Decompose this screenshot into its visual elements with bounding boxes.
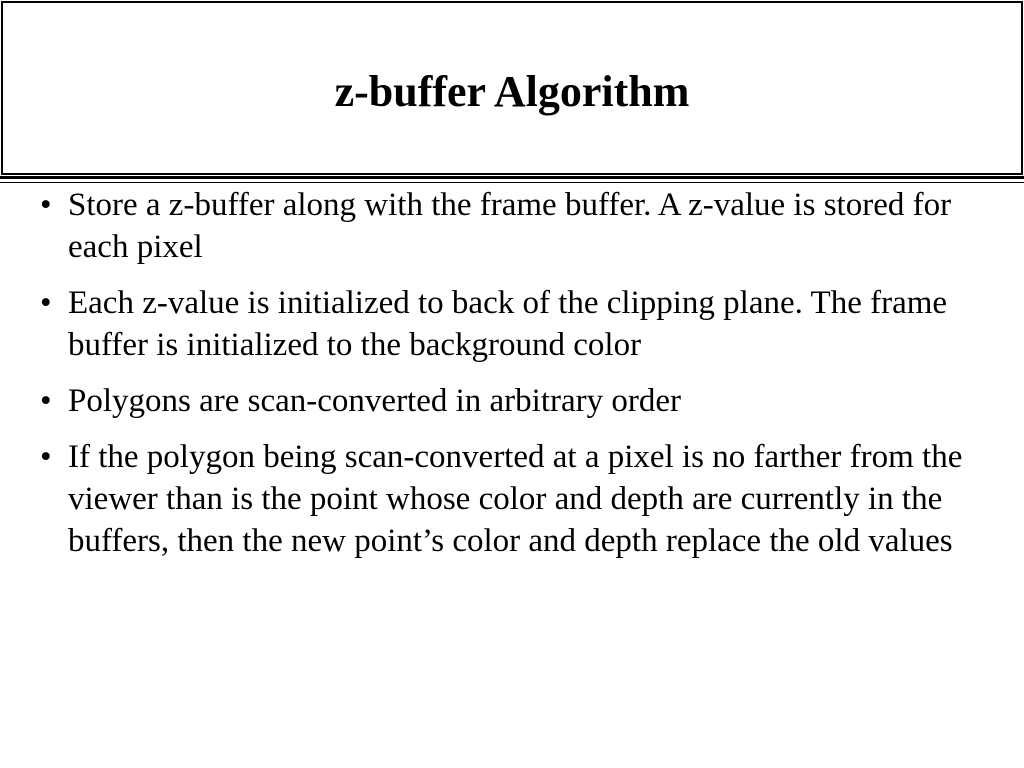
bullet-item [40, 282, 1010, 366]
bullet-marker: • [40, 383, 52, 419]
bullet-text: Store a z-buffer along with the frame buffer. A z-value is stored for each pixel [68, 187, 952, 265]
bullet-item [40, 436, 1010, 562]
bullet-text: Each z-value is initialized to back of the clipping plane. The frame buffer is initialized to the background color [68, 285, 948, 363]
title-box [1, 1, 1023, 175]
bullet-item [40, 380, 1010, 422]
title-divider-thick [0, 176, 1024, 179]
bullet-item [40, 184, 1010, 268]
bullet-text: If the polygon being scan-converted at a pixel is no farther from the viewer than is the point whose color and depth are currently in the buffers, then the new point’s color and depth replace the old values [68, 439, 963, 559]
slide-title: z-buffer Algorithm [334, 67, 690, 116]
title-divider-thin [0, 182, 1024, 183]
bullet-text: Polygons are scan-converted in arbitrary order [68, 383, 682, 419]
bullet-marker: • [40, 187, 52, 223]
bullet-marker: • [40, 439, 52, 475]
bullet-list [40, 184, 1010, 576]
bullet-marker: • [40, 285, 52, 321]
